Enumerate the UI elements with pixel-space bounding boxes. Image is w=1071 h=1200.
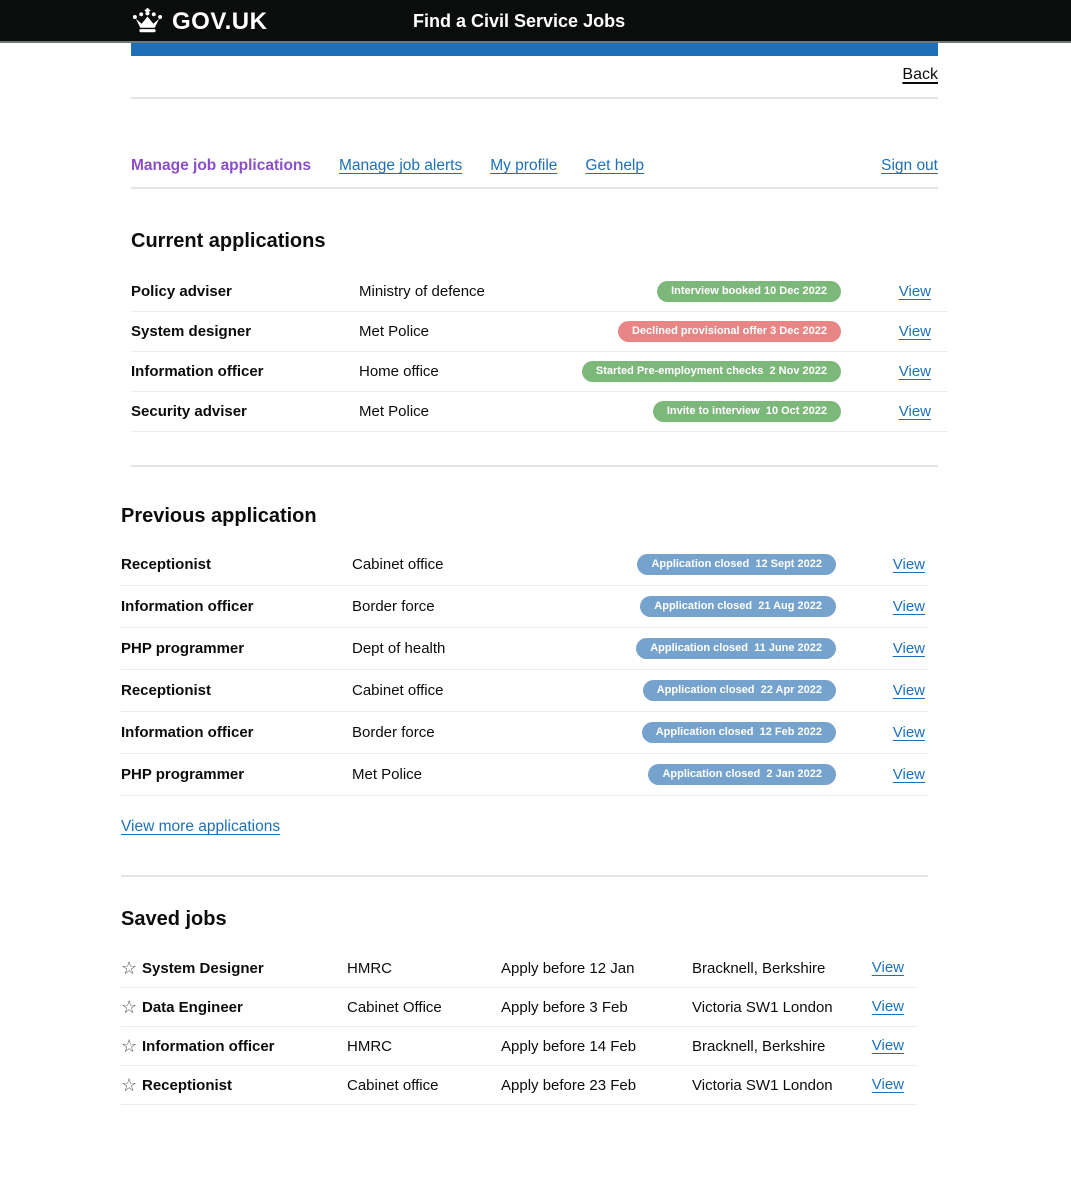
job-location: Bracknell, Berkshire <box>692 1037 826 1055</box>
current-applications-section <box>131 230 948 432</box>
organisation: Dept of health <box>352 640 446 657</box>
view-link[interactable]: View <box>898 362 931 380</box>
application-row <box>131 312 948 352</box>
govuk-logo[interactable] <box>131 0 267 43</box>
status-badge: Application closed 2 Jan 2022 <box>648 764 836 785</box>
saved-job-row <box>121 988 917 1027</box>
view-link[interactable]: View <box>892 681 925 699</box>
nav-manage-job-applications[interactable]: Manage job applications <box>131 157 311 174</box>
view-link[interactable]: View <box>892 555 925 573</box>
nav-manage-job-alerts[interactable]: Manage job alerts <box>339 157 463 174</box>
job-location: Victoria SW1 London <box>692 998 833 1016</box>
view-link[interactable]: View <box>871 1076 904 1093</box>
job-location: Bracknell, Berkshire <box>692 959 826 977</box>
organisation: Cabinet office <box>352 556 444 573</box>
top-strip <box>131 66 938 99</box>
application-row <box>121 754 928 796</box>
view-link[interactable]: View <box>892 723 925 741</box>
view-link[interactable]: View <box>871 1037 904 1054</box>
organisation: HMRC <box>347 959 392 977</box>
job-title: Information officer <box>142 1037 275 1055</box>
job-location: Victoria SW1 London <box>692 1076 833 1094</box>
organisation: Cabinet office <box>347 1076 439 1094</box>
status-badge: Application closed 12 Feb 2022 <box>642 722 836 743</box>
application-row <box>131 352 948 392</box>
nav-get-help[interactable]: Get help <box>585 157 645 174</box>
job-title: Policy adviser <box>131 283 232 300</box>
saved-job-row <box>121 1027 917 1066</box>
view-link[interactable]: View <box>892 639 925 657</box>
organisation: Border force <box>352 598 435 615</box>
organisation: HMRC <box>347 1037 392 1055</box>
section-divider <box>131 465 938 467</box>
status-badge: Application closed 22 Apr 2022 <box>643 680 836 701</box>
organisation: Ministry of defence <box>359 283 485 300</box>
status-badge: Application closed 11 June 2022 <box>636 638 836 659</box>
application-row <box>131 392 948 432</box>
view-link[interactable]: View <box>898 322 931 340</box>
back-row <box>131 66 938 84</box>
govuk-logo-text: GOV.UK <box>172 7 268 35</box>
job-title: Security adviser <box>131 403 247 420</box>
application-row <box>121 586 928 628</box>
job-title: Information officer <box>121 598 254 615</box>
application-row <box>121 628 928 670</box>
organisation: Border force <box>352 724 435 741</box>
job-title: PHP programmer <box>121 640 245 657</box>
job-title: Receptionist <box>121 556 212 573</box>
star-icon[interactable]: ☆ <box>121 1075 138 1095</box>
job-title: Data Engineer <box>142 998 243 1016</box>
site-header <box>0 0 1071 43</box>
job-title: System designer <box>131 323 252 340</box>
apply-deadline: Apply before 23 Feb <box>501 1076 637 1094</box>
application-row <box>121 670 928 712</box>
current-applications-title: Current applications <box>131 230 326 252</box>
view-more-row <box>121 818 928 836</box>
status-badge: Invite to interview 10 Oct 2022 <box>653 401 841 422</box>
saved-job-row <box>121 1066 917 1105</box>
job-title: PHP programmer <box>121 766 245 783</box>
job-title: Receptionist <box>121 682 212 699</box>
service-title: Find a Civil Service Jobs <box>413 11 626 31</box>
nav-my-profile[interactable]: My profile <box>490 157 558 174</box>
view-link[interactable]: View <box>898 282 931 300</box>
apply-deadline: Apply before 14 Feb <box>501 1037 637 1055</box>
back-link[interactable]: Back <box>902 66 938 83</box>
view-link[interactable]: View <box>892 597 925 615</box>
organisation: Home office <box>359 363 439 380</box>
apply-deadline: Apply before 3 Feb <box>501 998 628 1016</box>
status-badge: Started Pre-employment checks 2 Nov 2022 <box>582 361 841 382</box>
view-more-applications-link[interactable]: View more applications <box>121 818 281 835</box>
top-divider <box>131 97 938 99</box>
saved-jobs-title: Saved jobs <box>121 908 227 930</box>
organisation: Cabinet office <box>352 682 444 699</box>
job-title: Receptionist <box>142 1076 233 1094</box>
star-icon[interactable]: ☆ <box>121 1036 138 1056</box>
status-badge: Application closed 21 Aug 2022 <box>640 596 836 617</box>
account-nav <box>131 157 938 189</box>
saved-jobs-section <box>121 908 917 1105</box>
star-icon[interactable]: ☆ <box>121 997 138 1017</box>
view-link[interactable]: View <box>871 959 904 976</box>
status-badge: Application closed 12 Sept 2022 <box>637 554 836 575</box>
application-row <box>121 544 928 586</box>
job-title: Information officer <box>121 724 254 741</box>
brand-blue-bar <box>131 43 938 56</box>
view-link[interactable]: View <box>898 402 931 420</box>
organisation: Met Police <box>352 766 423 783</box>
application-row <box>121 712 928 754</box>
previous-applications-section <box>121 505 928 836</box>
organisation: Met Police <box>359 323 430 340</box>
saved-job-row <box>121 949 917 988</box>
status-badge: Declined provisional offer 3 Dec 2022 <box>618 321 841 342</box>
status-badge: Interview booked 10 Dec 2022 <box>657 281 841 302</box>
sign-out-link[interactable]: Sign out <box>881 157 938 174</box>
crown-icon <box>131 8 164 35</box>
organisation: Met Police <box>359 403 430 420</box>
view-link[interactable]: View <box>871 998 904 1015</box>
apply-deadline: Apply before 12 Jan <box>501 959 635 977</box>
application-row <box>131 272 948 312</box>
job-title: System Designer <box>142 959 264 977</box>
view-link[interactable]: View <box>892 765 925 783</box>
previous-applications-title: Previous application <box>121 505 317 527</box>
star-icon[interactable]: ☆ <box>121 958 138 978</box>
section-divider <box>121 875 928 877</box>
organisation: Cabinet Office <box>347 998 442 1016</box>
job-title: Information officer <box>131 363 264 380</box>
